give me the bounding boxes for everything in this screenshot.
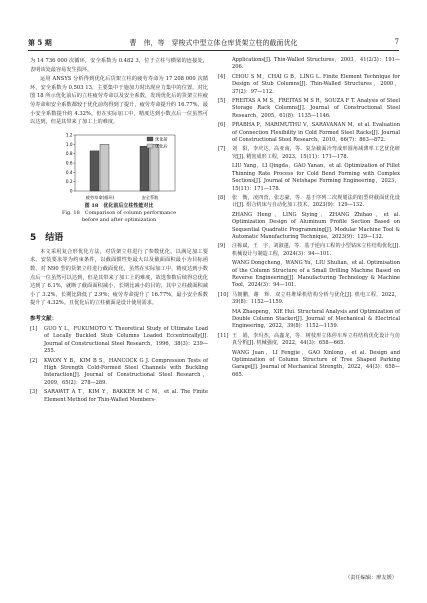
reference-text: WANG Dongcheng，WANG Yu，LIU Shulian，et al. Optimisation of the Column Structure of a Small Drilling Machine Based on Reverse Engineering[J]. Manufacturing Technology & Machine Tool，2024(3)：94—101.: [232, 260, 400, 289]
x-tick-label: 安全系数: [141, 194, 159, 200]
reference-item: [218, 212, 400, 242]
reference-number: [3]: [30, 389, 38, 396]
reference-number: [10]: [218, 291, 229, 298]
reference-number: [2]: [30, 357, 38, 364]
reference-item: [218, 243, 400, 258]
bar-before: [140, 146, 149, 191]
paragraph: 本文采用复合形优化方法，对货架立柱进行了参数优化。以满足加工要求、安装要求等为约束条件，以截面惯性矩最大以及截面面积最小为目标函数，对 N90 型的货架立柱进行截面优化，虽然在实际加工中，精度达到小数点后一位虽然可以达到，但是其带来了加工上的难度，故选参数后续得总优化达到了 6.1%，就断了截面面积减小，长期比减小的目的，其中立柱截面积减小了 3.2%，长期比降低了 2.9%；疲劳寿命提升了 16.77%，最小安全系数提升了 4.32%。且优化后的立柱截面是设计使用需求。: [30, 248, 208, 307]
reference-item: [218, 350, 400, 380]
reference-item: [218, 122, 400, 144]
y-tick-label: 0.6: [65, 160, 73, 166]
figure-caption-en: before and after optimization: [81, 216, 157, 223]
reference-text: KWON Y B，KIM B S，HANCOCK G J. Compression Tests of High Strength Cold-Formed Steel Channels with Buckling Interaction[J]. Journal of Constructional Steel Research，2009，65(2)：278—289.: [44, 357, 208, 386]
legend-swatch: [147, 144, 153, 148]
y-tick-label: 0.4: [65, 169, 73, 175]
reference-text: FREITAS A M S，FREITAS M S R，SOUZA F T. Analysis of Steel Storage Rack Columns[J]. Journal of Constructional Steel Research，2005，61(8)：1135—1146.: [232, 98, 400, 119]
left-column: [30, 57, 208, 406]
reference-number: [4]: [218, 73, 226, 80]
reference-item: [218, 292, 400, 307]
issue-label: 第 5 期: [28, 38, 52, 47]
reference-item: [218, 195, 400, 210]
reference-item: [218, 98, 400, 120]
reference-item: [30, 358, 208, 388]
reference-text: 张 衡，凌四营，张志豪，等．基于序列二次规划法的铝型材截面优化设计[J]. 组合机床与自动化加工技术，2023(9)：129—132.: [232, 194, 400, 209]
reference-text: MA Zhaopeng，XIE Hui. Structural Analysis and Optimization of Double Column Stacker[J]. Journal of Mechanical & Electrical Engineering，2022，39(8)：1152—1159.: [232, 308, 400, 330]
y-tick-label: 0.2: [65, 178, 73, 184]
references-title: 参考文献：: [30, 315, 57, 322]
reference-number: [7]: [218, 146, 226, 153]
reference-text: 马朝鹏，谢 辉．双立柱堆垛机结构分析与优化[J]. 机电工程，2022，39(8)：1152—1159.: [232, 291, 400, 306]
reference-text: Applications[J]. Thin-Walled Structures，2003，41(2/3)：191—206.: [232, 57, 400, 71]
y-tick-label: 0.8: [65, 150, 73, 156]
reference-item: [30, 326, 208, 356]
reference-item: [218, 260, 400, 290]
bar-after: [150, 144, 159, 191]
reference-text: LIU Yang，LI Qingda，GAO Yanan，et al. Optimization of Fillet Thinning Rate Process for Cold Bend Forming with Complex Sections[J]. Journal of Netshape Forming Engineering，2023，15(11)：171—178.: [232, 163, 400, 192]
x-tick-label: 疲劳寿命(循环): [85, 194, 115, 200]
reference-item: [30, 389, 208, 404]
bar-after: [100, 144, 109, 191]
reference-text: 王 娟，李玛杰，高鑫龙，等．树枝形立体停车库立柱结构优化设计与仿真分析[J]. 机械强度，2022，44(3)：658—665.: [232, 332, 400, 347]
right-column: [218, 57, 400, 381]
section-title: 5 结语: [30, 232, 64, 243]
reference-number: [6]: [218, 122, 226, 129]
reference-text: CHOU S M，CHAI G B，LING L. Finite Element Technique for Design of Stub Columns[J]. Thin-Walled Structures，2000，37(2)：97—112.: [232, 73, 400, 95]
reference-item: [218, 57, 400, 72]
reference-list: [30, 326, 208, 404]
paragraph: 运用 ANSYS 分析得到优化后货架立柱的疲劳寿命为 17 208 000 次循环，安全系数为 0.503 13，主要集中于施加力时出现应力集中的位置。对比图 18 所示优化前后的立柱疲劳寿命以及安全系数，发现优化后的货架立柱疲劳寿命和安全系数都较于优化前均得到了提升，疲劳寿命提升约 16.77%，最小安全系数提升约 4.32%。但在实际加工中，精度达到小数点后一位虽然可以达到，但是其带来了加工上的难度。: [30, 76, 208, 126]
reference-number: [8]: [218, 194, 226, 201]
page-header: [28, 38, 399, 51]
reference-text: WANG Juan，LI Fengjie，GAO Xinlong，et al. Design and Optimization of Column Structure of Tree Shaped Parking Garage[J]. Journal of Mechanical Strength，2022，44(3)：658—665.: [232, 349, 400, 378]
reference-text: PRABHA P，MARIMUTHU V，SARAVANAN M，et al. Evaluation of Connection Flexibility in Cold Formed Steel Racks[J]. Journal of Constructional Steel Research，2010，66(7)：863—872.: [232, 122, 400, 144]
reference-item: [218, 74, 400, 96]
running-title: 曹 伟，等 穿梭式中型立体仓库货架立柱的截面优化: [129, 39, 298, 47]
y-tick-label: 1.2: [65, 132, 73, 138]
reference-list: [218, 57, 400, 379]
reference-item: [218, 163, 400, 193]
figure-caption-cn: 图 18 优化前后立柱性能对比: [84, 202, 154, 209]
reference-text: 刘 阳，李庆达，高亚南，等．复杂截面冷弯成形圆角减薄率工艺优化研究[J]. 精密成形工程，2023，15(11)：171—178.: [232, 146, 400, 160]
reference-item: [218, 309, 400, 331]
legend-swatch: [147, 137, 153, 141]
reference-item: [218, 146, 400, 161]
legend-label: 优化后: [155, 143, 168, 149]
reference-number: [5]: [218, 98, 226, 105]
reference-text: SARAWIT A T，KIM Y，BAKKER M C M，et al. The Finite Element Method for Thin-Walled Members-: [44, 389, 208, 403]
bar-before: [90, 151, 99, 191]
paragraph: 为 14 736 000 次循环，安全系数为 0.482 3，位于立柱与横梁的连接处，表明该处最容易发生损坏。: [30, 58, 208, 73]
reference-text: GUO Y L，FUKUMOTO Y. Theoretical Study of Ultimate Load of Locally Buckled Stub Columns Loaded Eccentrically[J]. Journal of Constructional Steel Research，1996，38(3)：239—255.: [44, 325, 208, 355]
reference-text: 汪栋斌，王 宇，刘淑蓬，等．基于逆向工程的小型钻床立柱结构优化[J]. 机械设计与制造工程，2024(3)：94—101.: [232, 243, 400, 257]
figure-caption-en: Fig. 18 Comparison of column performance: [61, 209, 177, 216]
reference-number: [1]: [30, 325, 38, 332]
legend-label: 优化前: [155, 136, 168, 142]
reference-number: [9]: [218, 243, 226, 250]
editor-note: （责任编辑：廖友媛）: [345, 575, 397, 581]
y-tick-label: 0: [69, 188, 73, 194]
reference-item: [218, 333, 400, 348]
page-number: 7: [394, 38, 399, 46]
y-tick-label: 1.0: [65, 141, 73, 147]
reference-text: ZHANG Heng，LING Siying，ZHANG Zhihao，et al. Optimization Design of Aluminum Profile Section Based on Sequential Quadratic Programming[J]. Modular Machine Tool & Automatic Manufacturing Technique，2023(9)：129—132.: [232, 211, 400, 240]
comparison-bar-chart: [59, 131, 179, 203]
figure-18: [30, 131, 208, 224]
reference-number: [11]: [218, 332, 229, 339]
